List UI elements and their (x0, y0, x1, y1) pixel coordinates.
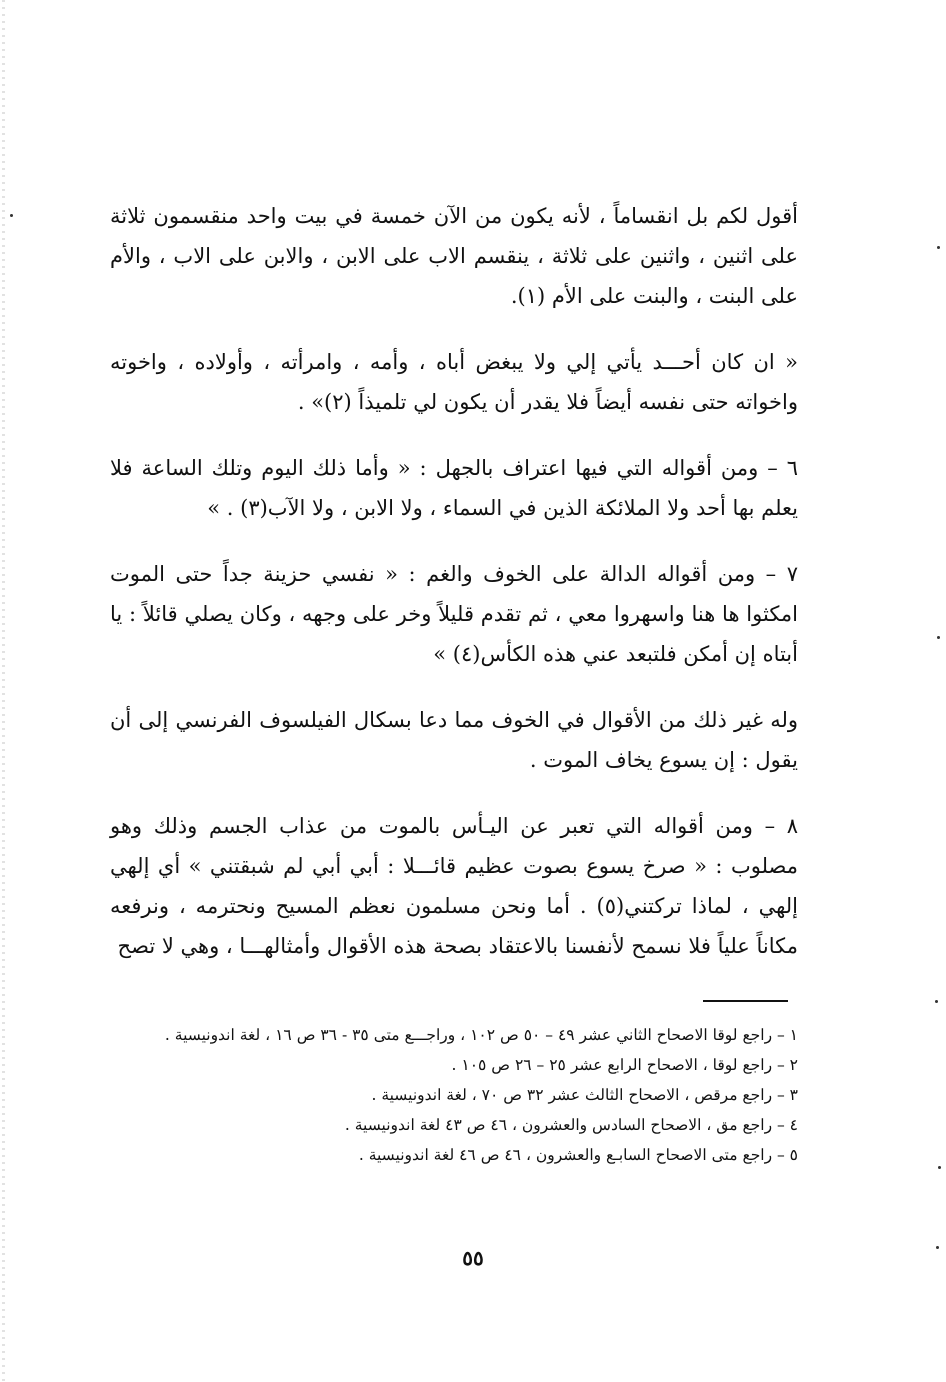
paragraph-6: ٨ – ومن أقواله التي تعبر عن اليـأس بالموت من عذاب الجسم وذلك وهو مصلوب : « صرخ يسوع بصوت عظيم قائـــلا : أبي أبي لم شبقتني » أي إلهي إلهي ، لماذا تركتني(٥) . أما ونحن مسلمون نعظم المسيح ونحترمه ، ونرفعه مكاناً علياً فلا نسمح لأنفسنا بالاعتقاد بصحة هذه الأقوال وأمثالهـــا ، وهي لا تصح (110, 814, 798, 958)
paragraph-4: ٧ – ومن أقواله الدالة على الخوف والغم : « نفسي حزينة جداً حتى الموت امكثوا ها هنا واسهروا معي ، ثم تقدم قليلاً وخر على وجهه ، وكان يصلي قائلاً : يا أبتاه إن أمكن فلتبعد عني هذه الكأس(٤) » (110, 562, 798, 666)
footnote-4: ٤ – راجع مق ، الاصحاح السادس والعشرون ، ٤٦ ص ٤٣ لغة اندونيسية . (344, 1116, 798, 1134)
scan-dot (935, 1000, 938, 1003)
paragraph-2: « ان كان أحـــد يأتي إلي ولا يبغض أباه ، وأمه ، وامرأته ، وأولاده ، واخوته واخواته حتى نفسه أيضاً فلا يقدر أن يكون لي تلميذاً (٢)» . (110, 350, 798, 414)
footnote-separator (703, 1000, 788, 1002)
body-text (110, 196, 798, 966)
scan-dot (936, 1246, 939, 1249)
footnote-5: ٥ – راجع متى الاصحاح السابـع والعشرون ، ٤٦ ص ٤٦ لغة اندونيسية . (358, 1146, 798, 1164)
scan-edge-artifact (2, 0, 5, 1382)
footnotes (110, 1020, 798, 1170)
paragraph-3: ٦ – ومن أقواله التي فيها اعتراف بالجهل : « وأما ذلك اليوم وتلك الساعة فلا يعلم بها أحد ولا الملائكة الذين في السماء ، ولا الابن ، ولا الآب(٣) . » (110, 456, 798, 520)
footnote-1: ١ – راجع لوقا الاصحاح الثاني عشر ٤٩ – ٥٠ ص ١٠٢ ، وراجـــع متى ٣٥ - ٣٦ ص ١٦ ، لغة اندونيسية . (164, 1026, 798, 1044)
footnote-2: ٢ – راجع لوقا ، الاصحاح الرابع عشر ٢٥ – ٢٦ ص ١٠٥ . (451, 1056, 798, 1074)
paragraph-5: وله غير ذلك من الأقوال في الخوف مما دعا بسكال الفيلسوف الفرنسي إلى أن يقول : إن يسوع يخاف الموت . (110, 708, 798, 772)
scan-dot (938, 1166, 941, 1169)
scan-dot (937, 246, 940, 249)
scan-dot (10, 214, 13, 217)
page-number: ٥٥ (462, 1246, 484, 1270)
footnote-3: ٣ – راجع مرقص ، الاصحاح الثالث عشر ٣٢ ص ٧٠ ، لغة اندونيسية . (371, 1086, 798, 1104)
scan-dot (937, 636, 940, 639)
paragraph-1: أقول لكم بل انقساماً ، لأنه يكون من الآن خمسة في بيت واحد منقسمون ثلاثة على اثنين ، واثنين على ثلاثة ، ينقسم الاب على الابن ، والابن على الاب ، والأم على البنت ، والبنت على الأم (١). (110, 204, 798, 308)
